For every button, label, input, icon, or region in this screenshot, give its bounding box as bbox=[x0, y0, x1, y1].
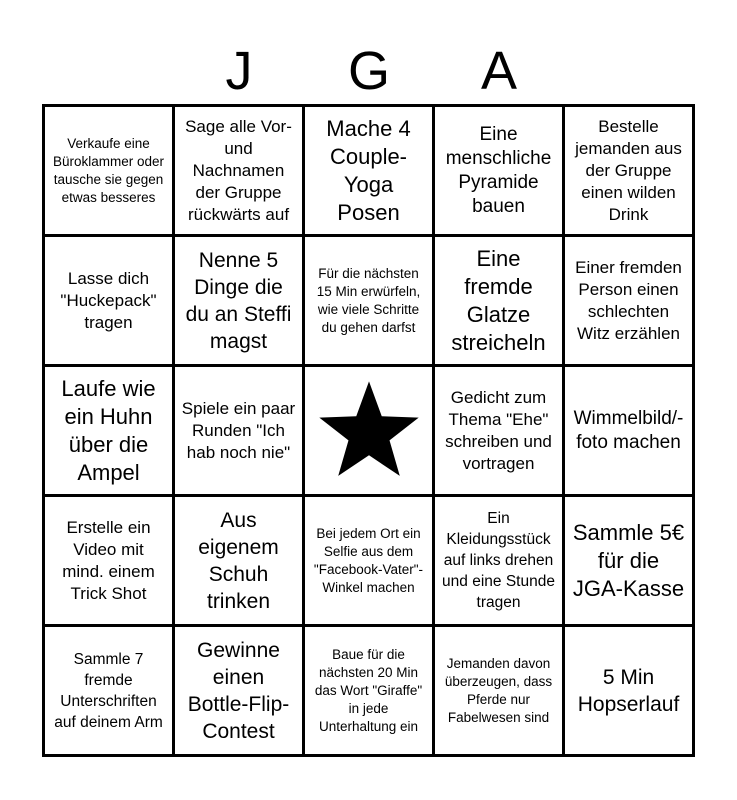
bingo-cell[interactable] bbox=[305, 627, 435, 757]
bingo-cell[interactable] bbox=[175, 107, 305, 237]
bingo-cell[interactable] bbox=[175, 237, 305, 367]
bingo-grid bbox=[42, 104, 695, 757]
cell-text: Wimmelbild/-foto machen bbox=[573, 407, 684, 453]
bingo-cell[interactable] bbox=[435, 497, 565, 627]
bingo-cell[interactable] bbox=[435, 367, 565, 497]
cell-text: Jemanden davon überzeugen, dass Pferde nur Fabelwesen sind bbox=[444, 655, 553, 725]
bingo-cell[interactable] bbox=[305, 497, 435, 627]
cell-text: Eine menschliche Pyramide bauen bbox=[445, 123, 552, 217]
bingo-header bbox=[44, 40, 694, 102]
bingo-cell[interactable] bbox=[565, 367, 695, 497]
cell-text: Sammle 5€ für die JGA-Kasse bbox=[572, 519, 685, 601]
bingo-cell[interactable] bbox=[305, 107, 435, 237]
header-letter-g: G bbox=[347, 41, 390, 101]
free-space-cell[interactable] bbox=[305, 367, 435, 497]
cell-text: Gedicht zum Thema "Ehe" schreiben und vortragen bbox=[445, 387, 552, 473]
header-letter-j: J bbox=[225, 41, 253, 101]
cell-text: Baue für die nächsten 20 Min das Wort "Giraffe" in jede Unterhaltung ein bbox=[314, 646, 423, 734]
cell-text: Mache 4 Couple-Yoga Posen bbox=[326, 115, 411, 225]
cell-text: Ein Kleidungsstück auf links drehen und eine Stunde tragen bbox=[442, 510, 555, 611]
bingo-cell[interactable] bbox=[45, 367, 175, 497]
bingo-cell[interactable] bbox=[175, 627, 305, 757]
star-icon bbox=[315, 377, 423, 485]
cell-text: 5 Min Hopserlauf bbox=[577, 665, 680, 716]
cell-text: Aus eigenem Schuh trinken bbox=[198, 508, 279, 613]
bingo-cell[interactable] bbox=[565, 237, 695, 367]
bingo-cell[interactable] bbox=[435, 237, 565, 367]
bingo-cell[interactable] bbox=[565, 497, 695, 627]
cell-text: Gewinne einen Bottle-Flip-Contest bbox=[187, 638, 290, 743]
cell-text: Lasse dich "Huckepack" tragen bbox=[60, 268, 157, 332]
cell-text: Bestelle jemanden aus der Gruppe einen wilden Drink bbox=[575, 116, 682, 224]
bingo-cell[interactable] bbox=[305, 237, 435, 367]
bingo-cell[interactable] bbox=[435, 107, 565, 237]
cell-text: Bei jedem Ort ein Selfie aus dem "Facebook-Vater"-Winkel machen bbox=[313, 525, 424, 595]
bingo-cell[interactable] bbox=[45, 107, 175, 237]
bingo-cell[interactable] bbox=[45, 627, 175, 757]
bingo-cell[interactable] bbox=[45, 497, 175, 627]
bingo-cell[interactable] bbox=[435, 627, 565, 757]
cell-text: Einer fremden Person einen schlechten Witz erzählen bbox=[575, 257, 682, 343]
cell-text: Sage alle Vor- und Nachnamen der Gruppe rückwärts auf bbox=[185, 116, 292, 224]
bingo-cell[interactable] bbox=[565, 107, 695, 237]
bingo-cell[interactable] bbox=[45, 237, 175, 367]
bingo-cell[interactable] bbox=[175, 367, 305, 497]
cell-text: Spiele ein paar Runden "Ich hab noch nie" bbox=[181, 398, 296, 462]
cell-text: Nenne 5 Dinge die du an Steffi magst bbox=[185, 248, 292, 353]
cell-text: Erstelle ein Video mit mind. einem Trick Shot bbox=[62, 517, 155, 603]
cell-text: Laufe wie ein Huhn über die Ampel bbox=[61, 375, 156, 485]
cell-text: Eine fremde Glatze streicheln bbox=[451, 245, 546, 355]
bingo-cell[interactable] bbox=[175, 497, 305, 627]
cell-text: Verkaufe eine Büroklammer oder tausche sie gegen etwas besseres bbox=[52, 135, 165, 205]
cell-text: Für die nächsten 15 Min erwürfeln, wie viele Schritte du gehen darfst bbox=[316, 265, 421, 335]
header-letter-a: A bbox=[480, 41, 518, 101]
bingo-cell[interactable] bbox=[565, 627, 695, 757]
cell-text: Sammle 7 fremde Unterschriften auf deinem Arm bbox=[54, 650, 163, 731]
